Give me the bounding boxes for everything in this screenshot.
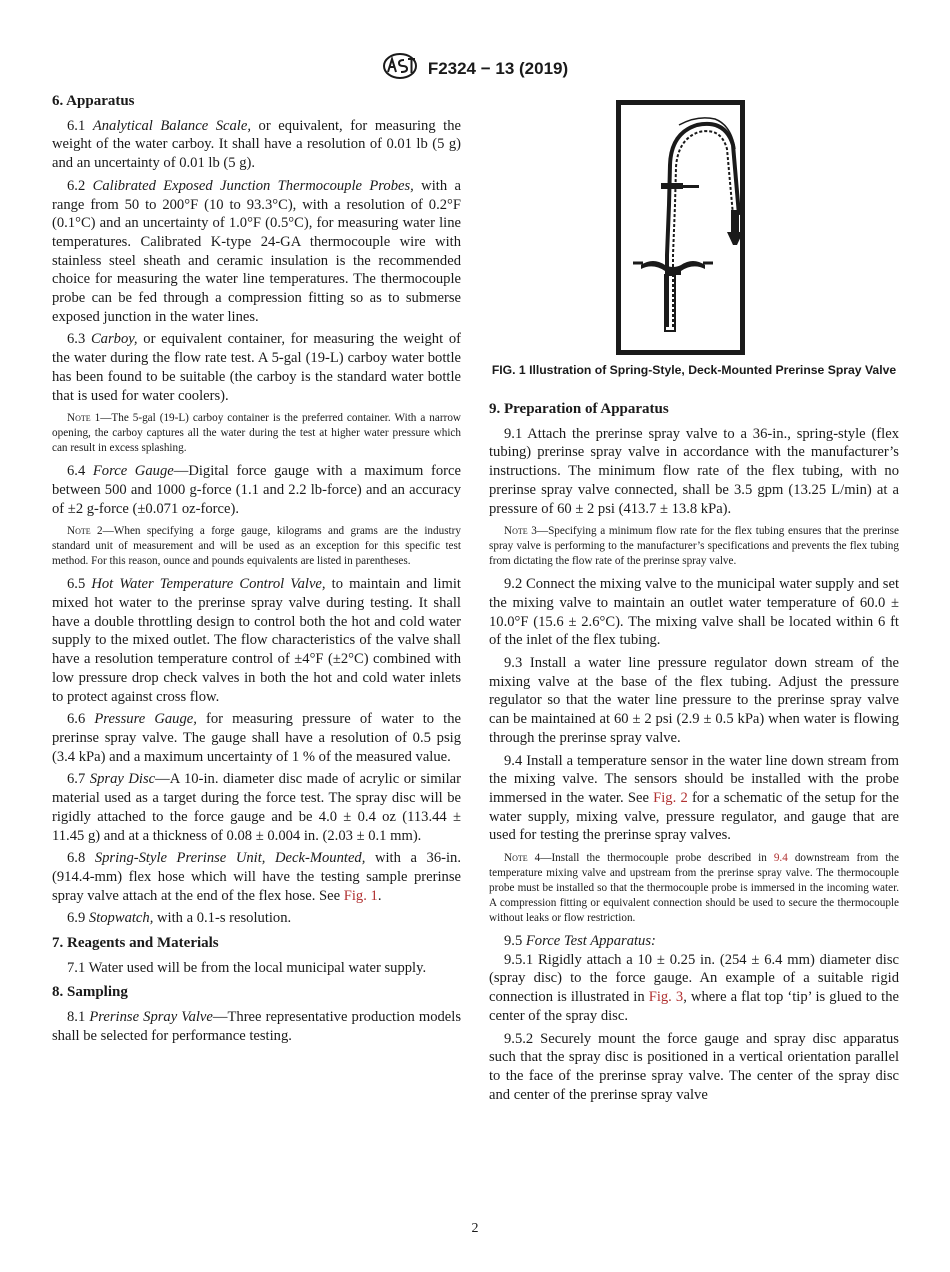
note-text: —Specifying a minimum flow rate for the flex tubing ensures that the prerinse spray valve is performing to the manufacturer’s specifications and prevents the flex tubing from dictating the flow rate of the prerinse spray valve. [489, 525, 899, 568]
section-6-heading: 6. Apparatus [52, 93, 135, 109]
item-title: Analytical Balance Scale, [92, 117, 251, 134]
para-6-9 [52, 909, 461, 928]
para-6-2 [52, 177, 461, 327]
item-title: Carboy, [90, 331, 138, 348]
note-label: Note 2 [67, 525, 103, 538]
para-9-5 [489, 932, 899, 951]
para-text: —A 10-in. diameter disc made of acrylic or similar material used as a target during the force test. The spray disc will be rigidly attached to the force gauge and be 4.0 ± 0.4 oz (113.44 ± 11.45 g) and at a thickness of 0.08 ± 0.004 in. (2.03 ± 0.1 mm). [52, 771, 461, 844]
para-number: 6.3 [67, 331, 91, 348]
item-title: Force Test Apparatus: [525, 933, 656, 950]
para-9-5-1 [489, 951, 899, 1026]
item-title: Pressure Gauge, [94, 711, 197, 728]
para-text: with a 36-in. (914.4-mm) flex hose which will have the testing sample prerinse spray valve attach at the end of the flex hose. See [52, 850, 461, 904]
para-number: 6.1 [67, 117, 93, 134]
spray-valve-drawing [621, 105, 740, 350]
note-4 [489, 851, 899, 926]
fig-1-link[interactable]: Fig. 1 [343, 887, 378, 904]
para-text: to maintain and limit mixed hot water to the prerinse spray valve during testing. It shall have a double throttling design to control both the hot and cold water supply to the mixed outlet. The flow characteristics of the valve shall have a resolution temperature control of ±4°F (±2°C) combined with low pressure drop check valves in both the hot and cold water inlets to protect against cross flow. [52, 576, 461, 705]
para-text: . [377, 887, 382, 904]
para-number: 6.4 [67, 463, 93, 480]
para-number: 6.8 [67, 850, 95, 867]
para-8-1 [52, 1008, 461, 1045]
para-text: —Digital force gauge with a maximum force between 500 and 1000 g-force (1.1 and 2.2 lb-force) and an accuracy of ±2 g-force (±0.071 oz-force). [52, 463, 461, 517]
right-column [489, 94, 899, 1108]
page-header [0, 52, 950, 85]
para-number: 6.2 [67, 177, 93, 194]
para-9-4 [489, 752, 899, 846]
para-number: 6.6 [67, 711, 95, 728]
para-text: for measuring pressure of water to the prerinse spray valve. The gauge shall have a resolution of 0.5 psig (3.4 kPa) and a maximum uncertainty of 1 % of the measured value. [52, 711, 462, 765]
item-title: Force Gauge [92, 463, 174, 480]
para-9-3: 9.3 Install a water line pressure regulator down stream of the mixing valve at the base of the flex tubing. Adjust the pressure regulator so that the water line pressure to the prerinse spray valve can be maintained at 60 ± 2 psi (2.9 ± 0.5 kPa) when water is flowing through the prerinse spray valve. [489, 655, 899, 746]
para-number: 6.5 [67, 576, 92, 593]
note-2 [52, 524, 461, 569]
astm-logo-icon [382, 52, 418, 85]
para-6-3 [52, 330, 461, 405]
section-9-heading: 9. Preparation of Apparatus [489, 401, 669, 417]
para-7-1: 7.1 Water used will be from the local municipal water supply. [67, 959, 427, 976]
left-column [52, 92, 461, 1050]
para-text: —Three representative production models shall be selected for performance testing. [52, 1009, 462, 1044]
para-number: 6.9 [67, 910, 89, 927]
section-8-heading: 8. Sampling [52, 984, 128, 1001]
para-number: 8.1 [67, 1009, 90, 1026]
item-title: Hot Water Temperature Control Valve, [91, 576, 326, 593]
para-6-8 [52, 849, 461, 905]
para-6-7 [52, 770, 461, 845]
para-6-5 [52, 575, 461, 706]
document-designation: F2324 − 13 (2019) [427, 58, 569, 78]
item-title: Prerinse Spray Valve [89, 1009, 213, 1026]
para-9-1: 9.1 Attach the prerinse spray valve to a 36-in., spring-style (flex tubing) prerinse spray valve in accordance with the manufacturer’s instructions. The minimum flow rate of the flex tubing, with no prerinse spray valve connected, shall be 3.5 gpm (13.25 L/min) at a pressure of 60 ± 2 psi (413.7 ± 13.8 kPa). [489, 425, 899, 517]
item-title: Calibrated Exposed Junction Thermocouple Probes, [92, 177, 414, 194]
note-text: downstream from the temperature mixing valve and upstream from the prerinse spray valve. The thermocouple probe must be installed so that the thermocouple probe is immersed in the incoming water. A compression fitting or equivalent connection should be used to secure the thermocouple without leaks or flow restriction. [489, 852, 899, 925]
note-text: —The 5-gal (19-L) carboy container is the preferred container. With a narrow opening, the carboy captures all the water during the test at higher water pressure which can result in excess splashing. [52, 412, 461, 455]
para-text: with a range from 50 to 200°F (10 to 93.3°C), with a resolution of 0.2°F (0.1°C) and an uncertainty of 1.0°F (0.5°C), for measuring water line temperatures. Calibrated K-type 24-GA thermocouple wire with stainless steel sheath and ceramic insulation is the recommended choice for measuring the water line temperatures. The thermocouple probe can be fed through a compression fitting so as to submerse exposed junction in the water lines. [52, 177, 461, 325]
para-text: 9.4 Install a temperature sensor in the water line down stream from the mixing valve. The sensors should be installed with the probe immersed in the water. See [489, 752, 899, 806]
para-text: or equivalent, for measuring the weight of the water carboy. It shall have a resolution of 0.01 lb (5 g) and an uncertainty of 0.01 lb (5 g). [52, 117, 462, 172]
section-9-4-link[interactable]: 9.4 [773, 852, 788, 865]
para-6-1 [52, 117, 461, 173]
para-text: , where a flat top ‘tip’ is glued to the center of the spray disc. [489, 989, 899, 1024]
para-text: 9.5.1 Rigidly attach a 10 ± 0.25 in. (254 ± 6.4 mm) diameter disc (spray disc) to the force gauge. An example of a suitable rigid connection is illustrated in [489, 951, 899, 1006]
fig-2-link[interactable]: Fig. 2 [653, 789, 688, 806]
note-3 [489, 524, 899, 569]
para-number: 9.5 [504, 933, 526, 950]
para-6-4 [52, 462, 461, 518]
note-1 [52, 411, 461, 456]
para-6-6 [52, 710, 461, 766]
fig-3-link[interactable]: Fig. 3 [648, 989, 684, 1006]
note-text: —When specifying a forge gauge, kilograms and grams are the industry standard unit of measurement and will be used as an exception for this specific test method. For this reason, ounce and pounds equivalents are listed in parentheses. [52, 525, 461, 568]
para-text: with a 0.1-s resolution. [153, 910, 292, 927]
para-text: or equivalent container, for measuring the weight of the water during the flow rate test. A 5-gal (19-L) carboy water bottle has been found to be suitable (the carboy is the standard water bottle that is used for water coolers). [52, 331, 462, 404]
page-number: 2 [471, 1221, 479, 1236]
item-title: Stopwatch, [88, 910, 154, 927]
note-label: Note 3 [504, 525, 537, 538]
note-text: —Install the thermocouple probe described in [540, 852, 774, 865]
item-title: Spring-Style Prerinse Unit, Deck-Mounted, [94, 850, 366, 867]
para-9-5-2: 9.5.2 Securely mount the force gauge and spray disc apparatus such that the spray disc is positioned in a vertical orientation parallel to the face of the prerinse spray valve. The center of the spray disc and center of the prerinse spray valve [489, 1030, 899, 1103]
para-9-2: 9.2 Connect the mixing valve to the municipal water supply and set the mixing valve to maintain an outlet water temperature of 60.0 ± 10.0°F (15.6 ± 2.6°C). The mixing valve shall be located within 6 ft of the inlet of the flex tubing. [489, 576, 899, 649]
item-title: Spray Disc [89, 771, 156, 788]
para-number: 6.7 [67, 771, 90, 788]
figure-1-caption: FIG. 1 Illustration of Spring-Style, Deck-Mounted Prerinse Spray Valve [491, 363, 897, 377]
note-label: Note 4 [504, 852, 541, 865]
para-text: for a schematic of the setup for the water supply, mixing valve, pressure regulator, and gauge that are used for testing the prerinse spray valves. [489, 789, 899, 844]
note-label: Note 1 [67, 412, 101, 425]
section-7-heading: 7. Reagents and Materials [52, 935, 219, 952]
figure-1-illustration [616, 100, 745, 355]
